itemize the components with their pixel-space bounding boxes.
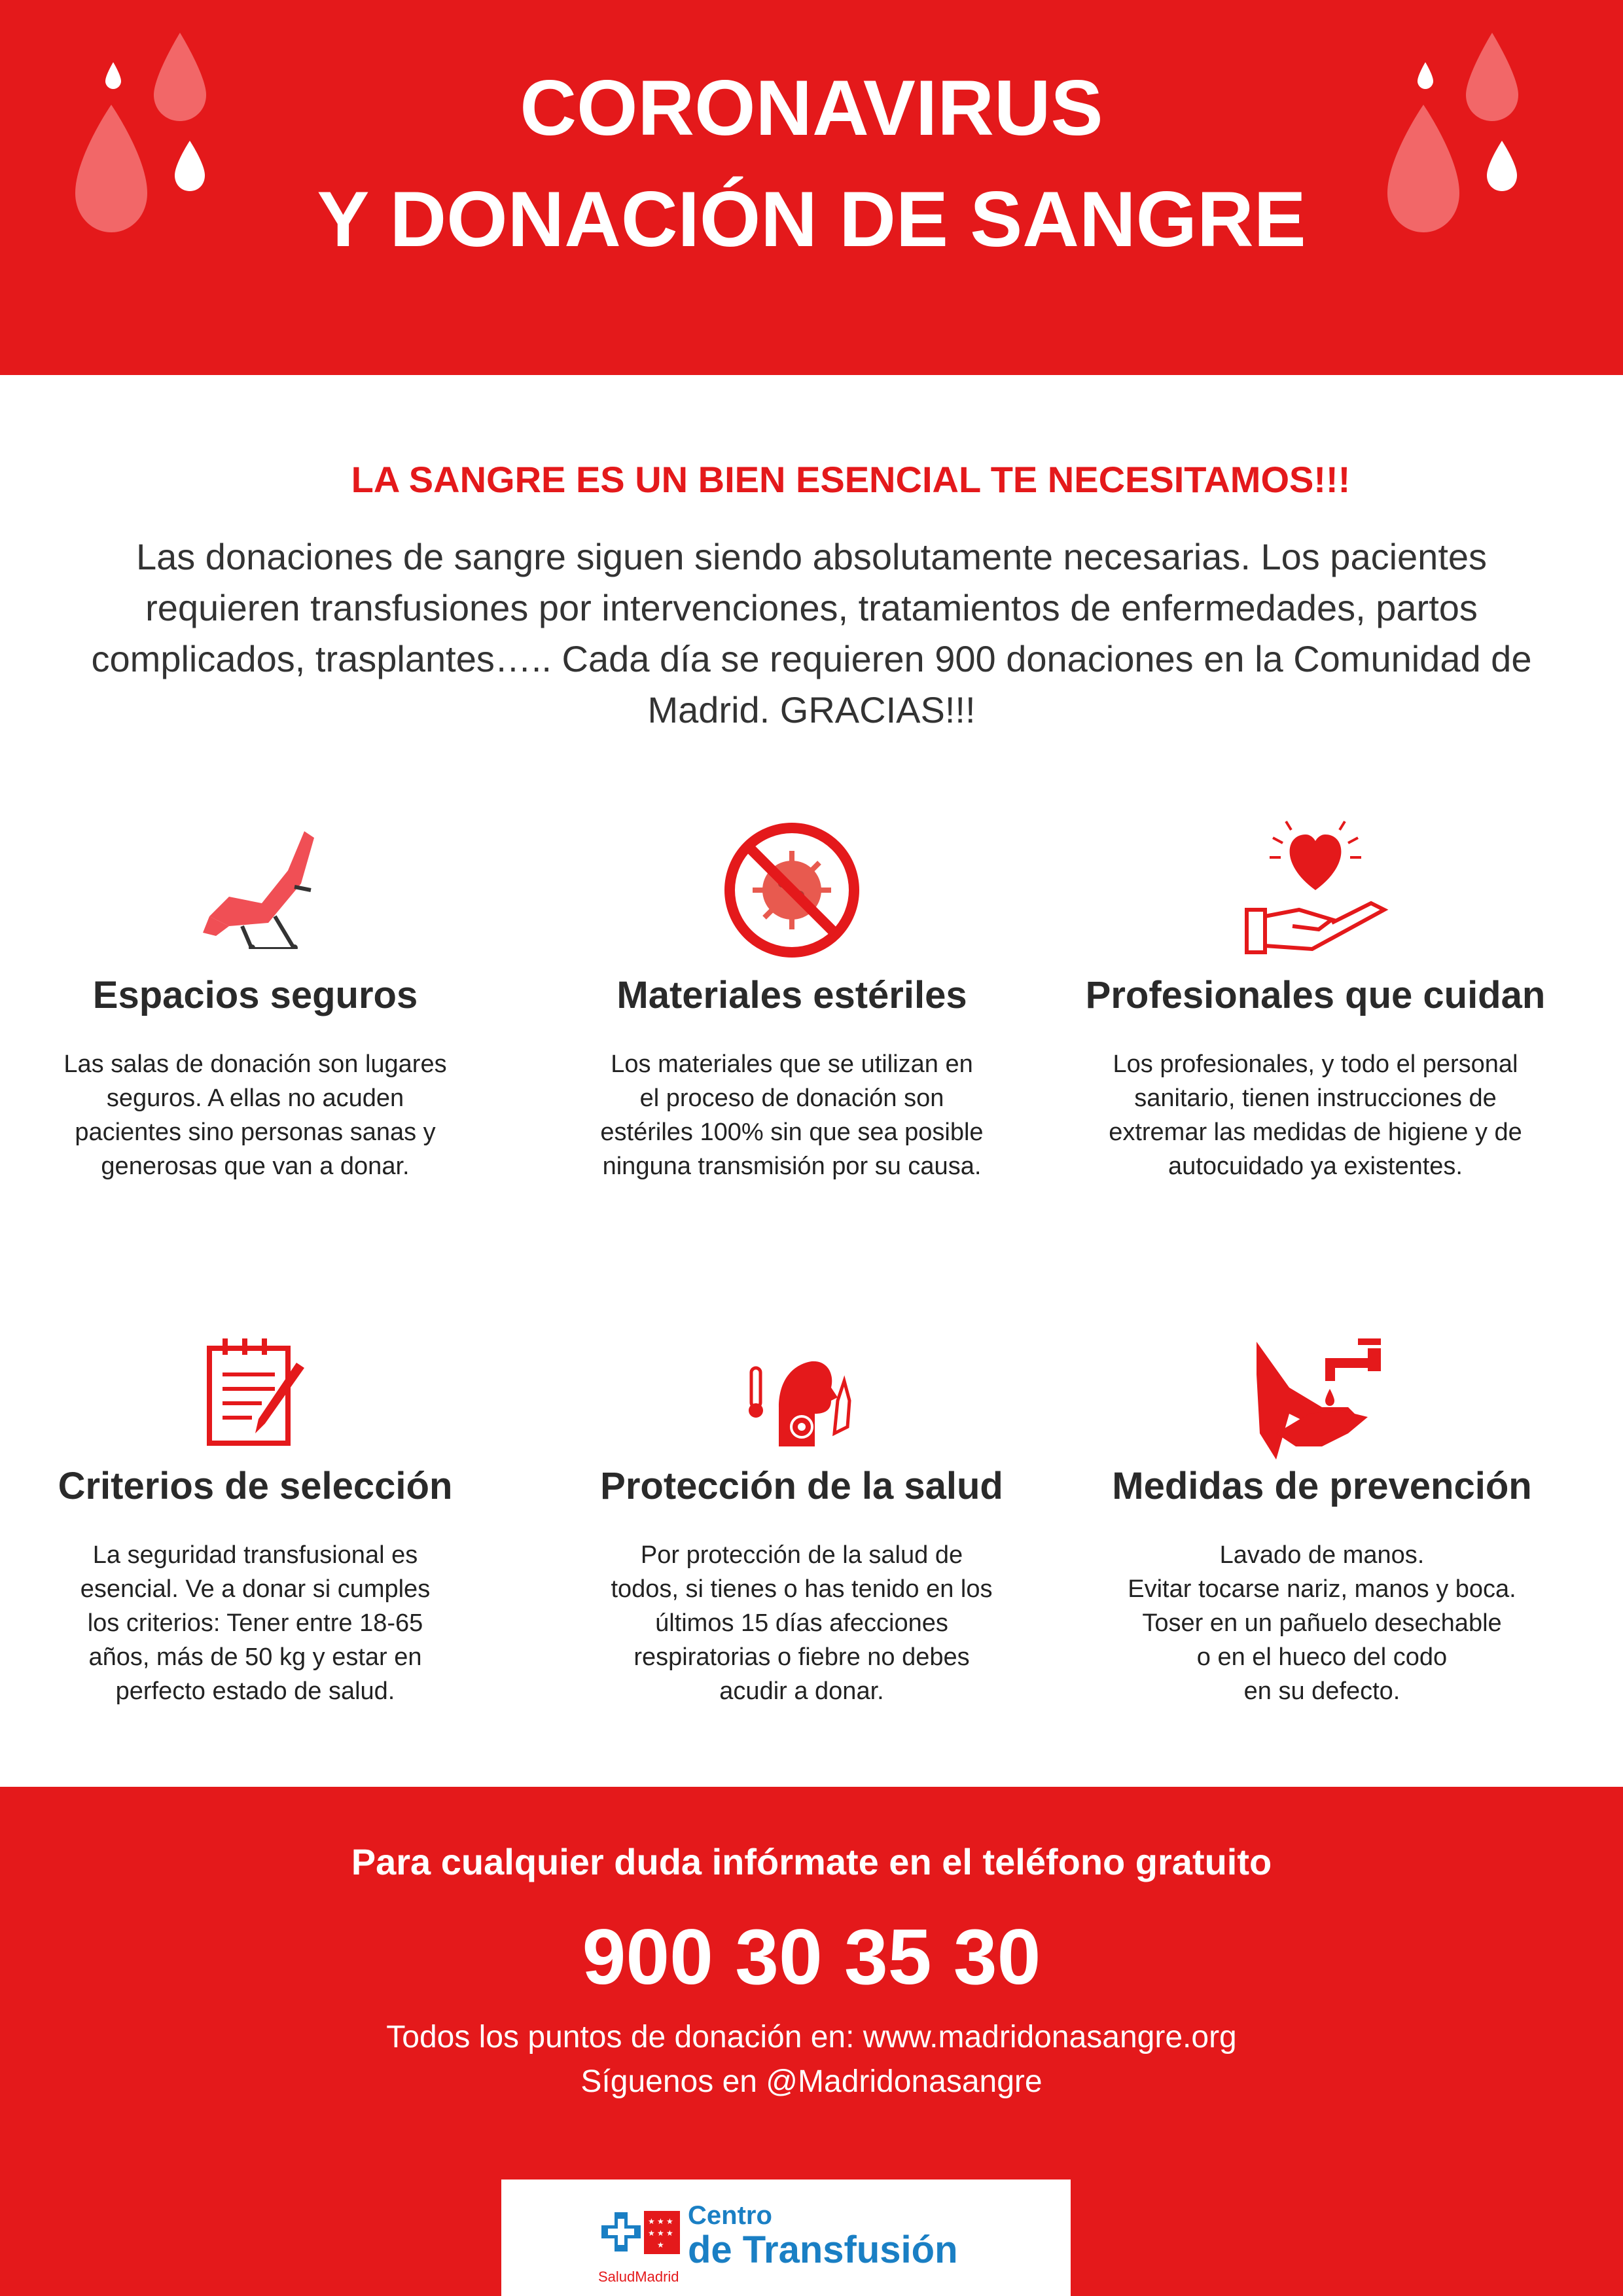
logo-salud-text: SaludMadrid bbox=[598, 2269, 679, 2285]
feature-title: Medidas de prevención bbox=[1112, 1465, 1532, 1507]
feature-description: Por protección de la salud de todos, si tienes o has tenido en los últimos 15 días afecciones respiratorias o fiebre no debes acudir a donar. bbox=[611, 1541, 993, 1705]
subtitle: LA SANGRE ES UN BIEN ESENCIAL TE NECESITAMOS!!! bbox=[351, 459, 1351, 500]
svg-text:★: ★ bbox=[666, 2229, 673, 2238]
donation-chair-icon bbox=[190, 818, 321, 949]
footer-info-text: Para cualquier duda infórmate en el teléfono gratuito bbox=[351, 1841, 1272, 1882]
feature-title: Espacios seguros bbox=[92, 974, 418, 1016]
feature-description: La seguridad transfusional es esencial. Ve a donar si cumples los criterios: Tener entre 18-65 años, más de 50 kg y estar en perfecto estado de salud. bbox=[80, 1541, 431, 1705]
logo-text-small: Centro bbox=[688, 2201, 772, 2230]
feature-title: Criterios de selección bbox=[58, 1465, 453, 1507]
phone-number[interactable]: 900 30 35 30 bbox=[582, 1913, 1041, 2001]
svg-text:★: ★ bbox=[648, 2229, 655, 2238]
page-title-line2: Y DONACIÓN DE SANGRE bbox=[317, 175, 1306, 263]
social-handle-text: Síguenos en @Madridonasangre bbox=[580, 2064, 1043, 2099]
page-title-line1: CORONAVIRUS bbox=[520, 64, 1103, 152]
feature-title: Protección de la salud bbox=[600, 1465, 1003, 1507]
sick-person-icon bbox=[746, 1335, 857, 1446]
feature-description: Las salas de donación son lugares seguros. A ellas no acuden pacientes sino personas sanas y generosas que van a donar. bbox=[63, 1050, 447, 1180]
svg-text:★: ★ bbox=[666, 2217, 673, 2226]
salud-madrid-emblem-icon bbox=[598, 2199, 683, 2265]
footer bbox=[0, 1787, 1623, 2296]
feature-description: Lavado de manos. Evitar tocarse nariz, manos y boca. Toser en un pañuelo desechable o en el hueco del codo en su defecto. bbox=[1128, 1541, 1516, 1705]
website-text: Todos los puntos de donación en: www.madridonasangre.org bbox=[386, 2020, 1237, 2054]
hand-washing-icon bbox=[1250, 1335, 1394, 1460]
feature-title: Profesionales que cuidan bbox=[1085, 974, 1546, 1016]
svg-text:★: ★ bbox=[657, 2217, 664, 2226]
feature-description: Los materiales que se utilizan en el proceso de donación son estériles 100% sin que sea posible ninguna transmisión por su causa. bbox=[600, 1050, 984, 1180]
logo-text-big: de Transfusión bbox=[688, 2229, 958, 2271]
svg-text:★: ★ bbox=[657, 2229, 664, 2238]
feature-title: Materiales estériles bbox=[616, 974, 967, 1016]
svg-text:★: ★ bbox=[657, 2240, 664, 2250]
no-virus-icon bbox=[720, 818, 864, 962]
header-banner bbox=[0, 0, 1623, 375]
intro-paragraph: Las donaciones de sangre siguen siendo absolutamente necesarias. Los pacientes requieren transfusiones por intervenciones, tratamientos de enfermedades, partos complicados, trasplantes….. Cada día se requieren 900 donaciones en la Comunidad de Madrid. GRACIAS!!! bbox=[91, 536, 1532, 730]
centro-transfusion-logo bbox=[501, 2179, 1071, 2296]
svg-text:★: ★ bbox=[648, 2217, 655, 2226]
checklist-pencil-icon bbox=[200, 1335, 311, 1446]
heart-hand-icon bbox=[1240, 818, 1391, 956]
feature-description: Los profesionales, y todo el personal sanitario, tienen instrucciones de extremar las medidas de higiene y de autocuidado ya existentes. bbox=[1109, 1050, 1522, 1180]
